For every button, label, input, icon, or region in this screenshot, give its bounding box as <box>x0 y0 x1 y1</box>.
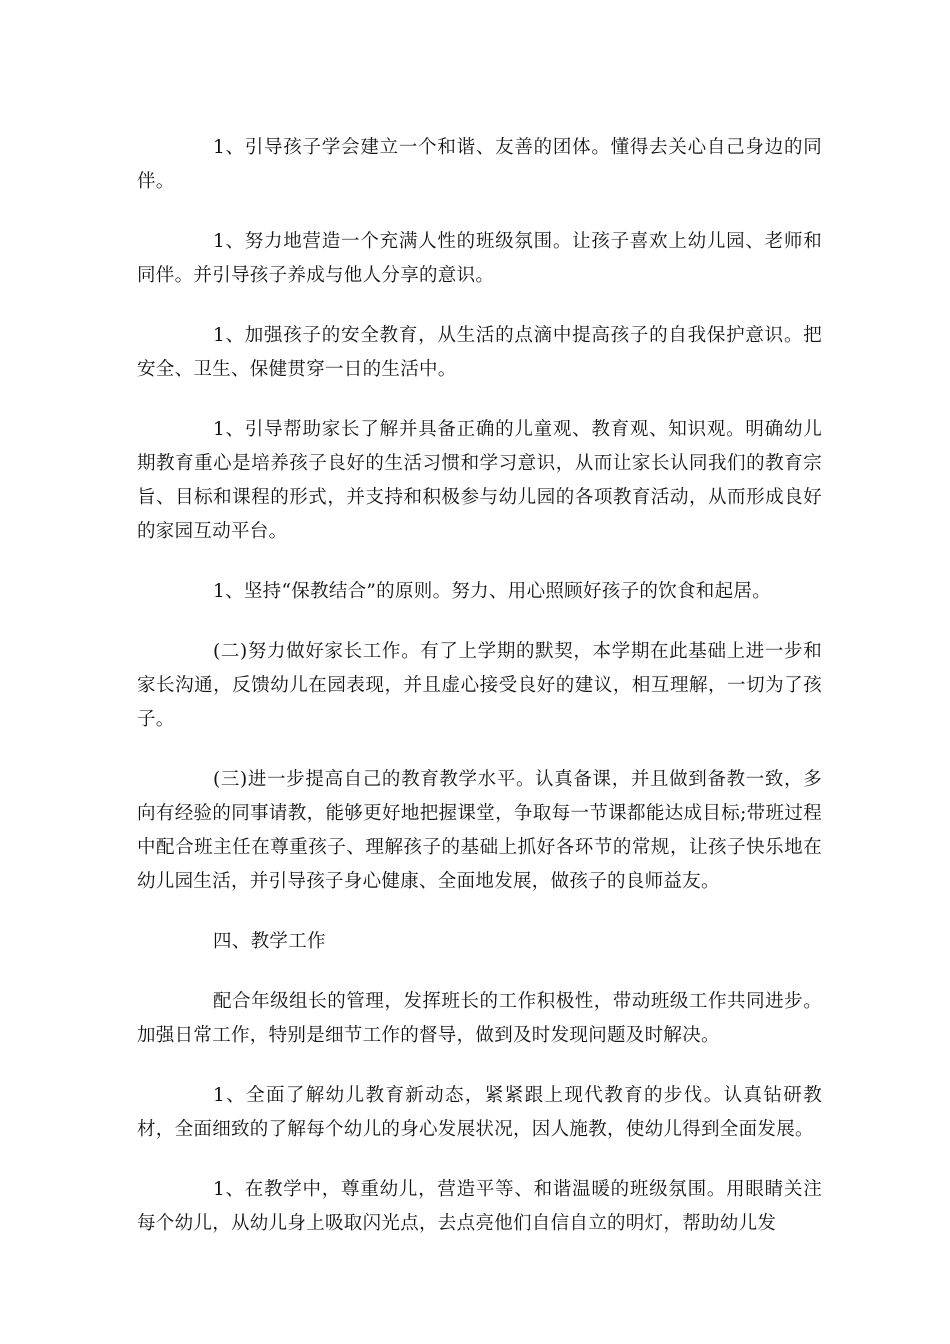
document-body <box>137 131 822 1267</box>
section-heading: 四、教学工作 <box>213 931 326 952</box>
paragraph-10: 1、在教学中，尊重幼儿，营造平等、和谐温暖的班级氛围。用眼睛关注每个幼儿，从幼儿身上吸取闪光点，去点亮他们自信自立的明灯，帮助幼儿发 <box>137 1179 822 1234</box>
paragraph-4: 1、引导帮助家长了解并具备正确的儿童观、教育观、知识观。明确幼儿期教育重心是培养孩子良好的生活习惯和学习意识，从而让家长认同我们的教育宗旨、目标和课程的形式，并支持和积极参与幼儿园的各项教育活动，从而形成良好的家园互动平台。 <box>137 419 822 542</box>
paragraph-6: (二)努力做好家长工作。有了上学期的默契，本学期在此基础上进一步和家长沟通，反馈幼儿在园表现，并且虚心接受良好的建议，相互理解，一切为了孩子。 <box>137 641 822 730</box>
paragraph-3: 1、加强孩子的安全教育，从生活的点滴中提高孩子的自我保护意识。把安全、卫生、保健贯穿一日的生活中。 <box>137 325 822 380</box>
paragraph-8: 配合年级组长的管理，发挥班长的工作积极性，带动班级工作共同进步。加强日常工作，特别是细节工作的督导，做到及时发现问题及时解决。 <box>137 991 822 1046</box>
paragraph-2: 1、努力地营造一个充满人性的班级氛围。让孩子喜欢上幼儿园、老师和同伴。并引导孩子养成与他人分享的意识。 <box>137 231 822 286</box>
paragraph-7: (三)进一步提高自己的教育教学水平。认真备课，并且做到备教一致，多向有经验的同事请教，能够更好地把握课堂，争取每一节课都能达成目标;带班过程中配合班主任在尊重孩子、理解孩子的基础上抓好各环节的常规，让孩子快乐地在幼儿园生活，并引导孩子身心健康、全面地发展，做孩子的良师益友。 <box>137 769 822 892</box>
paragraph-9: 1、全面了解幼儿教育新动态，紧紧跟上现代教育的步伐。认真钻研教材，全面细致的了解每个幼儿的身心发展状况，因人施教，使幼儿得到全面发展。 <box>137 1085 822 1140</box>
paragraph-5: 1、坚持“保教结合”的原则。努力、用心照顾好孩子的饮食和起居。 <box>213 581 771 602</box>
paragraph-1: 1、引导孩子学会建立一个和谐、友善的团体。懂得去关心自己身边的同伴。 <box>137 137 822 192</box>
